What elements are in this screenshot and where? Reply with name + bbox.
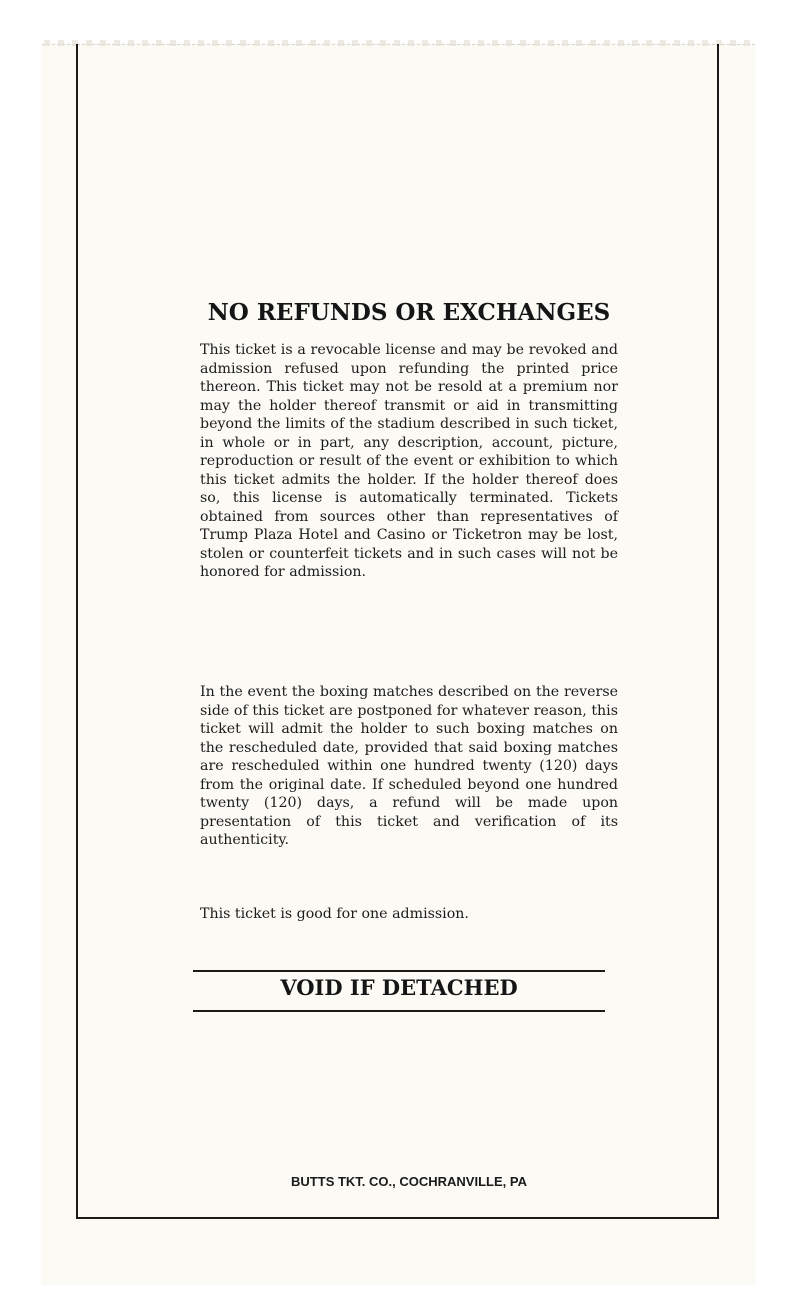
frame-right-border [717, 44, 719, 1218]
printer-credit: BUTTS TKT. CO., COCHRANVILLE, PA [291, 1174, 527, 1189]
frame-bottom-border [76, 1217, 719, 1219]
divider-top [193, 970, 605, 972]
ticket-back [42, 44, 755, 1285]
void-if-detached-notice: VOID IF DETACHED [280, 975, 518, 1000]
frame-left-border [76, 44, 78, 1218]
license-terms-paragraph: This ticket is a revocable license and may be revoked and admission refused upon refunding the printed price thereon. This ticket may not be resold at a premium nor may the holder thereof transmit or aid in transmitting beyond the limits of the stadium described in such ticket, in whole or in part, any description, account, picture, reproduction or result of the event or exhibition to which this ticket admits the holder. If the holder thereof does so, this license is automatically terminated. Tickets obtained from sources other than representatives of Trump Plaza Hotel and Casino or Ticketron may be lost, stolen or counterfeit tickets and in such cases will not be honored for admission. [200, 342, 618, 580]
perforated-edge [44, 40, 754, 46]
divider-bottom [193, 1010, 605, 1012]
postponement-paragraph: In the event the boxing matches described on the reverse side of this ticket are postponed for whatever reason, this ticket will admit the holder to such boxing matches on the rescheduled date, provided that said boxing matches are rescheduled within one hundred twenty (120) days from the original date. If scheduled beyond one hundred twenty (120) days, a refund will be made upon presentation of this ticket and verification of its authenticity. [200, 684, 618, 848]
admission-note: This ticket is good for one admission. [200, 906, 469, 922]
heading-no-refunds: NO REFUNDS OR EXCHANGES [207, 299, 611, 326]
